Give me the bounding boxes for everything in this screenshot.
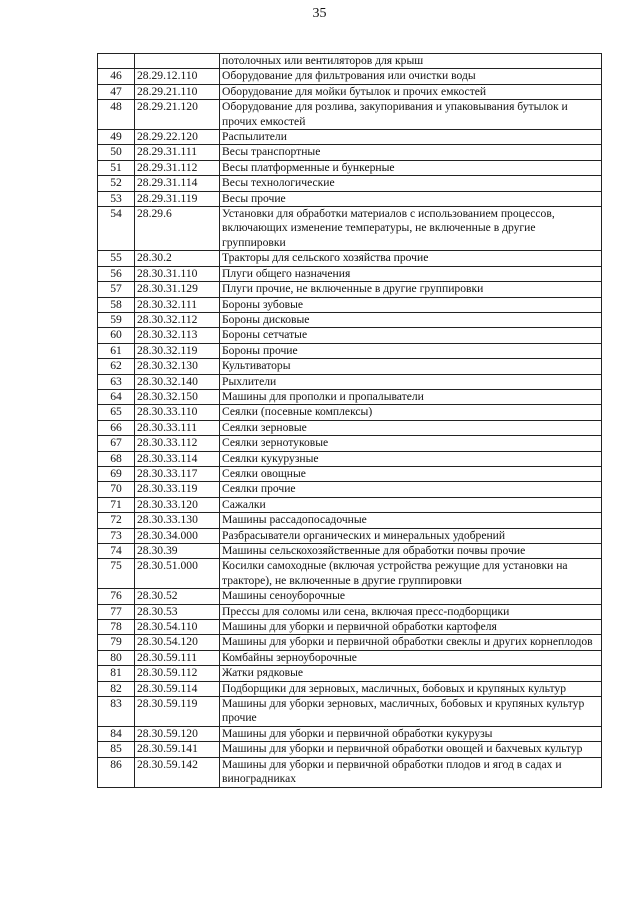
okpd-code: 28.30.51.000 <box>135 559 220 589</box>
row-number: 74 <box>98 544 135 559</box>
item-name: Машины рассадопосадочные <box>220 513 602 528</box>
row-number: 60 <box>98 328 135 343</box>
item-name: Бороны прочие <box>220 343 602 358</box>
table-body <box>98 54 602 788</box>
row-number: 55 <box>98 251 135 266</box>
item-name: Машины для уборки зерновых, масличных, бобовых и крупяных культур прочие <box>220 697 602 727</box>
okpd-code: 28.30.33.117 <box>135 466 220 481</box>
item-name: Сеялки кукурузные <box>220 451 602 466</box>
table-row <box>98 266 602 281</box>
okpd-code: 28.30.33.130 <box>135 513 220 528</box>
okpd-code: 28.30.33.112 <box>135 436 220 451</box>
okpd-code: 28.29.31.111 <box>135 145 220 160</box>
table-row <box>98 297 602 312</box>
table-row <box>98 436 602 451</box>
row-number: 70 <box>98 482 135 497</box>
table-row <box>98 389 602 404</box>
okpd-code: 28.30.32.140 <box>135 374 220 389</box>
table-row <box>98 666 602 681</box>
row-number: 76 <box>98 589 135 604</box>
table-row <box>98 451 602 466</box>
table-row <box>98 359 602 374</box>
okpd-code: 28.29.31.112 <box>135 160 220 175</box>
item-name: Машины для уборки и первичной обработки овощей и бахчевых культур <box>220 742 602 757</box>
okpd-code: 28.30.52 <box>135 589 220 604</box>
item-name: Сажалки <box>220 497 602 512</box>
okpd-code: 28.30.59.119 <box>135 697 220 727</box>
table-row <box>98 282 602 297</box>
row-number: 80 <box>98 650 135 665</box>
okpd-code: 28.30.31.129 <box>135 282 220 297</box>
row-number: 49 <box>98 130 135 145</box>
okpd-code: 28.30.59.120 <box>135 726 220 741</box>
okpd-code: 28.30.54.110 <box>135 620 220 635</box>
table-row <box>98 589 602 604</box>
item-name: Культиваторы <box>220 359 602 374</box>
row-number: 73 <box>98 528 135 543</box>
table-row <box>98 100 602 130</box>
table-row <box>98 343 602 358</box>
table-row <box>98 604 602 619</box>
item-name: Сеялки овощные <box>220 466 602 481</box>
item-name: Тракторы для сельского хозяйства прочие <box>220 251 602 266</box>
item-name: Оборудование для мойки бутылок и прочих емкостей <box>220 84 602 99</box>
row-number: 64 <box>98 389 135 404</box>
row-number: 77 <box>98 604 135 619</box>
item-name: Машины для уборки и первичной обработки кукурузы <box>220 726 602 741</box>
row-number: 82 <box>98 681 135 696</box>
item-name: потолочных или вентиляторов для крыш <box>220 54 602 69</box>
item-name: Машины для уборки и первичной обработки картофеля <box>220 620 602 635</box>
okpd-code: 28.30.32.150 <box>135 389 220 404</box>
table-row <box>98 482 602 497</box>
row-number: 57 <box>98 282 135 297</box>
page-number: 35 <box>312 6 327 21</box>
okpd-code: 28.30.59.114 <box>135 681 220 696</box>
table-row <box>98 160 602 175</box>
item-name: Плуги общего назначения <box>220 266 602 281</box>
item-name: Установки для обработки материалов с использованием процессов, включающих изменение температуры, не включенные в другие группировки <box>220 207 602 251</box>
row-number: 81 <box>98 666 135 681</box>
item-name: Машины для прополки и пропалыватели <box>220 389 602 404</box>
row-number: 84 <box>98 726 135 741</box>
table-row <box>98 84 602 99</box>
okpd-code: 28.30.33.119 <box>135 482 220 497</box>
item-name: Сеялки (посевные комплексы) <box>220 405 602 420</box>
table-row <box>98 559 602 589</box>
item-name: Бороны дисковые <box>220 312 602 327</box>
okpd-code: 28.30.32.112 <box>135 312 220 327</box>
row-number: 63 <box>98 374 135 389</box>
okpd-code: 28.30.32.119 <box>135 343 220 358</box>
row-number: 50 <box>98 145 135 160</box>
item-name: Подборщики для зерновых, масличных, бобовых и крупяных культур <box>220 681 602 696</box>
table-row <box>98 544 602 559</box>
okpd-code: 28.30.32.130 <box>135 359 220 374</box>
item-name: Сеялки зерновые <box>220 420 602 435</box>
item-name: Оборудование для розлива, закупоривания и упаковывания бутылок и прочих емкостей <box>220 100 602 130</box>
row-number: 68 <box>98 451 135 466</box>
row-number: 62 <box>98 359 135 374</box>
okpd-code: 28.30.33.110 <box>135 405 220 420</box>
okpd-code: 28.29.31.114 <box>135 176 220 191</box>
okpd-code: 28.30.59.142 <box>135 757 220 787</box>
item-name: Весы платформенные и бункерные <box>220 160 602 175</box>
okpd-code: 28.30.2 <box>135 251 220 266</box>
item-name: Машины сеноуборочные <box>220 589 602 604</box>
item-name: Бороны сетчатые <box>220 328 602 343</box>
item-name: Машины сельскохозяйственные для обработки почвы прочие <box>220 544 602 559</box>
row-number: 65 <box>98 405 135 420</box>
table-row <box>98 130 602 145</box>
row-number: 47 <box>98 84 135 99</box>
table-row <box>98 328 602 343</box>
table-row <box>98 420 602 435</box>
item-name: Сеялки прочие <box>220 482 602 497</box>
row-number: 58 <box>98 297 135 312</box>
item-name: Разбрасыватели органических и минеральных удобрений <box>220 528 602 543</box>
row-number: 59 <box>98 312 135 327</box>
table-row <box>98 497 602 512</box>
table-row <box>98 620 602 635</box>
okpd-code: 28.30.59.141 <box>135 742 220 757</box>
okpd-code: 28.30.32.113 <box>135 328 220 343</box>
okpd-code: 28.29.21.120 <box>135 100 220 130</box>
table-row <box>98 681 602 696</box>
row-number: 67 <box>98 436 135 451</box>
row-number: 79 <box>98 635 135 650</box>
item-name: Бороны зубовые <box>220 297 602 312</box>
item-name: Весы транспортные <box>220 145 602 160</box>
okpd-code: 28.29.12.110 <box>135 69 220 84</box>
row-number: 86 <box>98 757 135 787</box>
item-name: Косилки самоходные (включая устройства режущие для установки на тракторе), не включенные в другие группировки <box>220 559 602 589</box>
okpd-code: 28.29.31.119 <box>135 191 220 206</box>
table-row <box>98 757 602 787</box>
okpd-code: 28.30.33.111 <box>135 420 220 435</box>
table-row <box>98 176 602 191</box>
row-number <box>98 54 135 69</box>
item-name: Сеялки зернотуковые <box>220 436 602 451</box>
table-row <box>98 742 602 757</box>
table-row <box>98 207 602 251</box>
item-name: Распылители <box>220 130 602 145</box>
okpd-code: 28.30.59.111 <box>135 650 220 665</box>
table-row <box>98 251 602 266</box>
item-name: Комбайны зерноуборочные <box>220 650 602 665</box>
table-row <box>98 466 602 481</box>
row-number: 56 <box>98 266 135 281</box>
row-number: 75 <box>98 559 135 589</box>
okpd-code: 28.29.21.110 <box>135 84 220 99</box>
row-number: 61 <box>98 343 135 358</box>
item-name: Прессы для соломы или сена, включая пресс-подборщики <box>220 604 602 619</box>
row-number: 46 <box>98 69 135 84</box>
row-number: 85 <box>98 742 135 757</box>
okpd-code: 28.30.32.111 <box>135 297 220 312</box>
item-name: Машины для уборки и первичной обработки свеклы и других корнеплодов <box>220 635 602 650</box>
row-number: 83 <box>98 697 135 727</box>
item-name: Весы прочие <box>220 191 602 206</box>
item-name: Машины для уборки и первичной обработки плодов и ягод в садах и виноградниках <box>220 757 602 787</box>
row-number: 52 <box>98 176 135 191</box>
row-number: 72 <box>98 513 135 528</box>
row-number: 69 <box>98 466 135 481</box>
table-row <box>98 405 602 420</box>
table-row <box>98 145 602 160</box>
table-row <box>98 528 602 543</box>
okpd-code: 28.29.6 <box>135 207 220 251</box>
table-row <box>98 69 602 84</box>
row-number: 48 <box>98 100 135 130</box>
table-row <box>98 513 602 528</box>
table-row <box>98 650 602 665</box>
okpd-code: 28.30.34.000 <box>135 528 220 543</box>
row-number: 53 <box>98 191 135 206</box>
table-row <box>98 697 602 727</box>
table-row <box>98 726 602 741</box>
okpd-code <box>135 54 220 69</box>
okpd-code: 28.30.54.120 <box>135 635 220 650</box>
row-number: 51 <box>98 160 135 175</box>
table-row <box>98 54 602 69</box>
row-number: 66 <box>98 420 135 435</box>
item-name: Жатки рядковые <box>220 666 602 681</box>
row-number: 71 <box>98 497 135 512</box>
okpd-code: 28.30.31.110 <box>135 266 220 281</box>
okpd-code: 28.30.53 <box>135 604 220 619</box>
okpd-code: 28.30.39 <box>135 544 220 559</box>
item-name: Весы технологические <box>220 176 602 191</box>
row-number: 78 <box>98 620 135 635</box>
classifier-table <box>97 53 602 788</box>
table-row <box>98 635 602 650</box>
okpd-code: 28.29.22.120 <box>135 130 220 145</box>
table-row <box>98 312 602 327</box>
item-name: Рыхлители <box>220 374 602 389</box>
table-row <box>98 374 602 389</box>
okpd-code: 28.30.33.114 <box>135 451 220 466</box>
item-name: Плуги прочие, не включенные в другие группировки <box>220 282 602 297</box>
okpd-code: 28.30.59.112 <box>135 666 220 681</box>
row-number: 54 <box>98 207 135 251</box>
table-row <box>98 191 602 206</box>
item-name: Оборудование для фильтрования или очистки воды <box>220 69 602 84</box>
okpd-code: 28.30.33.120 <box>135 497 220 512</box>
